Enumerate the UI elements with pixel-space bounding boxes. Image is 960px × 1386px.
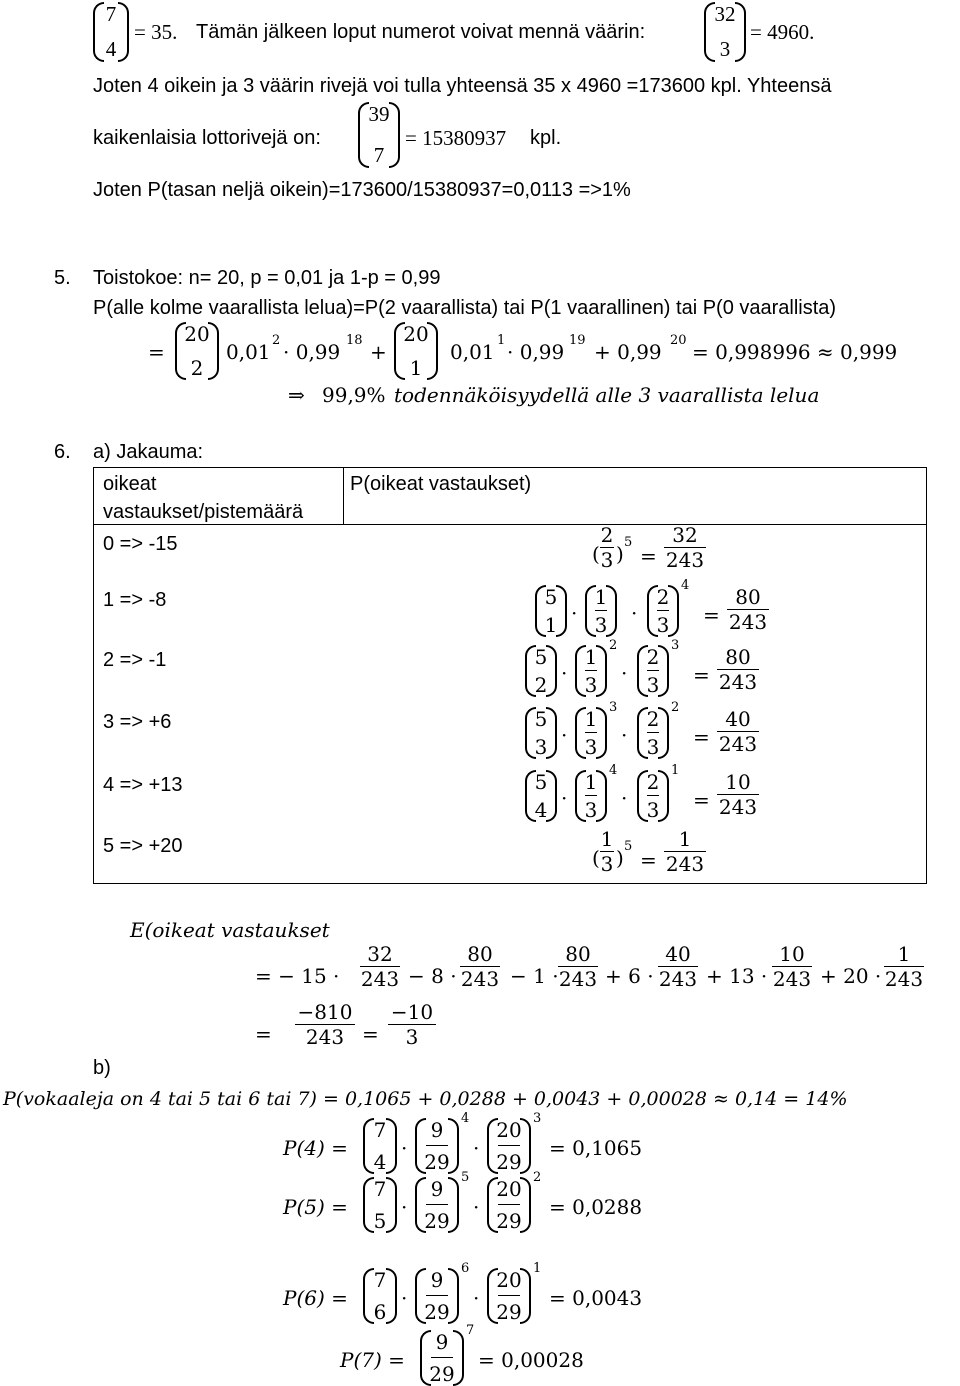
equals: = [693, 725, 710, 749]
dot: · [473, 1286, 480, 1310]
exponent: 5 [624, 839, 633, 854]
equals: = [693, 788, 710, 812]
dot: · [473, 1195, 480, 1219]
exponent: 3 [609, 700, 618, 715]
q5-plus: + [370, 340, 387, 364]
q5-e2: 18 [346, 333, 363, 348]
eq-35: = 35. [134, 20, 178, 44]
exp-term: − 1 · [510, 964, 559, 988]
fraction: 1 243 [884, 942, 924, 991]
line-probability: Joten P(tasan neljä oikein)=173600/15380937=0,0113 =>1% [93, 179, 631, 201]
binom-7-4: 7 4 [93, 2, 129, 62]
paren-fraction: 20 29 [487, 1177, 531, 1233]
paren-fraction: 2 3 [637, 707, 669, 759]
exponent: 4 [609, 763, 618, 778]
dot: · [561, 661, 568, 685]
fraction: 1 243 [665, 827, 705, 876]
binom-32-3: 32 3 [704, 2, 746, 62]
exponent: 3 [671, 638, 680, 653]
table-header-left-2: vastaukset/pistemäärä [103, 501, 304, 523]
q5-e3: 1 [497, 333, 506, 348]
paren-fraction: 20 29 [487, 1268, 531, 1324]
distribution-table [93, 467, 927, 884]
binom: 5 4 [525, 770, 557, 822]
table-header-left-1: oikeat [103, 473, 157, 495]
eq-4960: = 4960. [750, 20, 815, 44]
paren-fraction: 1 3 [575, 770, 607, 822]
dot: · [473, 1136, 480, 1160]
fraction: 10 243 [718, 770, 758, 819]
dot: · [621, 723, 628, 747]
q5-t5: + 0,99 [594, 340, 662, 364]
exponent: 2 [609, 638, 618, 653]
q6-number: 6. [54, 441, 71, 463]
dot: · [621, 786, 628, 810]
binom: 5 1 [535, 585, 567, 637]
exponent: 5 [624, 535, 633, 550]
paren-fraction: 9 29 [420, 1330, 464, 1386]
binom: 7 4 [363, 1118, 397, 1174]
p-lhs: P(7) = [340, 1348, 405, 1372]
table-row-label: 5 => +20 [103, 835, 183, 857]
q5-e5: 20 [670, 333, 687, 348]
part-b-label: b) [93, 1057, 111, 1079]
q5-e1: 2 [272, 333, 281, 348]
table-header-right: P(oikeat vastaukset) [350, 473, 532, 495]
paren-fraction: 2 3 [637, 645, 669, 697]
p-result: = 0,1065 [549, 1136, 643, 1160]
fraction: −10 3 [388, 1002, 436, 1047]
binom: 5 3 [525, 707, 557, 759]
q6-title: a) Jakauma: [93, 441, 204, 463]
q5-t1: 0,01 [226, 340, 271, 364]
fraction: 10 243 [772, 942, 812, 991]
equals: = [703, 603, 720, 627]
paren-fraction: 9 29 [415, 1118, 459, 1174]
fraction: 2 3 [600, 523, 614, 572]
dot: · [571, 601, 578, 625]
exponent: 4 [461, 1111, 470, 1126]
paren: ( [592, 846, 600, 870]
table-row-label: 2 => -1 [103, 649, 167, 671]
exponent: 4 [681, 578, 690, 593]
q5-eq: = [148, 340, 165, 364]
exponent: 2 [671, 700, 680, 715]
line-all-rows: kaikenlaisia lottorivejä on: [93, 127, 321, 149]
binom: 7 5 [363, 1177, 397, 1233]
paren: ( [592, 542, 600, 566]
fraction: 1 3 [600, 827, 614, 876]
part-b-line: P(vokaaleja on 4 tai 5 tai 6 tai 7) = 0,1065 + 0,0288 + 0,0043 + 0,00028 ≈ 0,14 = 14% [3, 1088, 848, 1110]
binom: 7 6 [363, 1268, 397, 1324]
paren-fraction: 2 3 [647, 585, 679, 637]
dot: · [401, 1195, 408, 1219]
q5-concl-num: 99,9% [322, 383, 386, 407]
q5-line2: P(alle kolme vaarallista lelua)=P(2 vaarallista) tai P(1 vaarallinen) tai P(0 vaarallista) [93, 297, 837, 319]
fraction: −810 243 [295, 1002, 355, 1047]
exponent: 2 [533, 1170, 542, 1185]
exp-term: = [362, 1022, 379, 1046]
paren-fraction: 1 3 [585, 585, 617, 637]
exp-term: + 6 · [605, 964, 654, 988]
fraction: 32 243 [360, 942, 400, 991]
line-text: Tämän jälkeen loput numerot voivat mennä väärin: [196, 21, 646, 43]
table-row-label: 4 => +13 [103, 774, 183, 796]
binom-39-7: 39 7 [358, 102, 400, 168]
p-result: = 0,0043 [549, 1286, 643, 1310]
binom-20-2: 20 2 [175, 322, 219, 380]
exp-term: + 13 · [706, 964, 768, 988]
q5-t4: · 0,99 [507, 340, 565, 364]
exponent: 1 [671, 763, 680, 778]
p-lhs: P(4) = [283, 1136, 348, 1160]
q5-t3: 0,01 [450, 340, 495, 364]
exp-term: = [255, 1022, 272, 1046]
p-lhs: P(5) = [283, 1195, 348, 1219]
line-total: Joten 4 oikein ja 3 väärin rivejä voi tulla yhteensä 35 x 4960 =173600 kpl. Yhteensä [93, 75, 832, 97]
fraction: 80 243 [728, 585, 768, 634]
p-lhs: P(6) = [283, 1286, 348, 1310]
expected-value-title: E(oikeat vastaukset [130, 918, 330, 942]
table-row-label: 0 => -15 [103, 533, 178, 555]
paren-fraction: 1 3 [575, 645, 607, 697]
dot: · [631, 601, 638, 625]
exponent: 6 [461, 1261, 470, 1276]
dot: · [401, 1136, 408, 1160]
q5-t2: · 0,99 [283, 340, 341, 364]
q5-line1: Toistokoe: n= 20, p = 0,01 ja 1-p = 0,99 [93, 267, 441, 289]
dot: · [401, 1286, 408, 1310]
unit-kpl: kpl. [530, 127, 562, 149]
exponent: 7 [466, 1323, 475, 1338]
exponent: 5 [461, 1170, 470, 1185]
paren-fraction: 1 3 [575, 707, 607, 759]
q5-concl-text: todennäköisyydellä alle 3 vaarallista lelua [394, 383, 820, 407]
fraction: 32 243 [665, 523, 705, 572]
q5-e4: 19 [569, 333, 586, 348]
q5-arrow: ⇒ [288, 383, 305, 407]
p-result: = 0,0288 [549, 1195, 643, 1219]
exp-term: − 8 · [408, 964, 457, 988]
paren: ) [616, 846, 624, 870]
table-row-label: 3 => +6 [103, 711, 172, 733]
fraction: 40 243 [718, 707, 758, 756]
q5-t6: = 0,998996 ≈ 0,999 [692, 340, 898, 364]
equals: = [640, 544, 657, 568]
exp-term: + 20 · [820, 964, 882, 988]
q5-number: 5. [54, 267, 71, 289]
equals: = [693, 663, 710, 687]
paren: ) [616, 542, 624, 566]
paren-fraction: 9 29 [415, 1177, 459, 1233]
dot: · [621, 661, 628, 685]
eq-15380937: = 15380937 [405, 126, 507, 150]
fraction: 40 243 [658, 942, 698, 991]
binom: 5 2 [525, 645, 557, 697]
paren-fraction: 20 29 [487, 1118, 531, 1174]
equals: = [640, 848, 657, 872]
dot: · [561, 786, 568, 810]
dot: · [561, 723, 568, 747]
exponent: 1 [533, 1261, 542, 1276]
fraction: 80 243 [718, 645, 758, 694]
table-row-label: 1 => -8 [103, 589, 167, 611]
binom-20-1: 20 1 [394, 322, 438, 380]
exponent: 3 [533, 1111, 542, 1126]
paren-fraction: 9 29 [415, 1268, 459, 1324]
p-result: = 0,00028 [478, 1348, 584, 1372]
fraction: 80 243 [558, 942, 598, 991]
exp-term: = − 15 · [255, 964, 340, 988]
fraction: 80 243 [460, 942, 500, 991]
paren-fraction: 2 3 [637, 770, 669, 822]
